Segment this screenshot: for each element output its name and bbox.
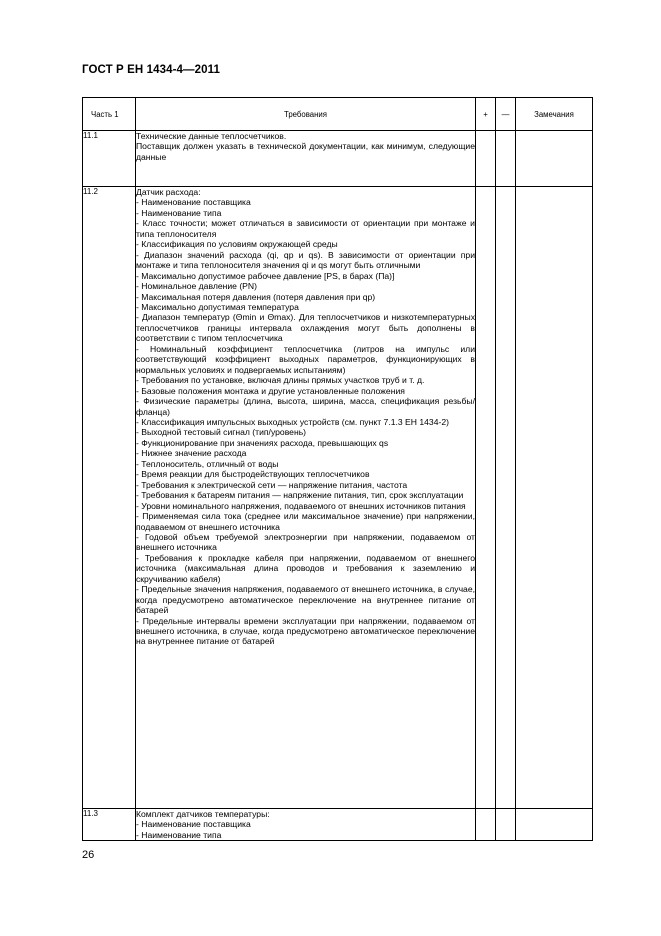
requirement-line: - Максимально допустимая температура <box>136 301 299 312</box>
row-part-number: 11.1 <box>83 131 136 187</box>
notes-cell <box>516 131 593 187</box>
requirement-line: - Наименование типа <box>136 207 222 218</box>
header-plus: + <box>476 98 496 131</box>
requirement-line: - Наименование поставщика <box>136 819 251 830</box>
requirement-line: - Предельные значения напряжения, подаваемого от внешнего источника, в случае, когда предусмотрено автоматическое переключение на внутреннее питание от батарей <box>136 584 475 616</box>
notes-cell <box>516 809 593 841</box>
requirement-line: - Максимальная потеря давления (потеря давления при qp) <box>136 291 376 302</box>
requirement-line: - Наименование типа <box>136 829 222 840</box>
plus-cell <box>476 809 496 841</box>
table-body <box>83 131 593 841</box>
table-header-row <box>83 98 593 131</box>
header-requirements: Требования <box>136 98 476 131</box>
requirement-line: - Классификация импульсных выходных устройств (см. пункт 7.1.3 ЕН 1434-2) <box>136 416 449 427</box>
row-requirements <box>136 187 476 809</box>
notes-cell <box>516 187 593 809</box>
requirement-line: - Применяемая сила тока (среднее или максимальное значение) при напряжении, подаваемом от внешнего источника <box>136 511 475 532</box>
table-row <box>83 809 593 841</box>
requirements-table <box>82 97 593 841</box>
minus-cell <box>496 809 516 841</box>
requirement-line: Датчик расхода: <box>136 187 201 197</box>
requirement-line: Комплект датчиков температуры: <box>136 809 270 819</box>
header-notes: Замечания <box>516 98 593 131</box>
requirement-line: - Базовые положения монтажа и другие установленные положения <box>136 385 405 396</box>
requirement-line: - Максимально допустимое рабочее давление [PS, в барах (Па)] <box>136 270 395 281</box>
requirement-line: - Требования по установке, включая длины прямых участков труб и т. д. <box>136 375 425 386</box>
requirement-line: - Наименование поставщика <box>136 197 251 208</box>
requirement-line: Поставщик должен указать в технической документации, как минимум, следующие данные <box>136 141 475 162</box>
requirement-line: - Выходной тестовый сигнал (тип/уровень) <box>136 427 307 438</box>
requirement-line: - Требования к батареям питания — напряжение питания, тип, срок эксплуатации <box>136 490 464 501</box>
plus-cell <box>476 187 496 809</box>
requirement-line: - Требования к электрической сети — напряжение питания, частота <box>136 479 408 490</box>
requirement-line: - Годовой объем требуемой электроэнергии при напряжении, подаваемом от внешнего источника <box>136 531 475 553</box>
table-row <box>83 131 593 187</box>
requirement-line: - Классификация по условиям окружающей среды <box>136 239 338 250</box>
table-row <box>83 187 593 809</box>
requirement-line: - Номинальный коэффициент теплосчетчика (литров на импульс или соответствующий коэффициент выходных параметров, функционирующих в нормальных условиях и подвергаемых испытаниям) <box>136 343 475 375</box>
row-requirements <box>136 809 476 841</box>
requirement-line: - Теплоноситель, отличный от воды <box>136 458 279 469</box>
requirement-line: Технические данные теплосчетчиков. <box>136 131 287 141</box>
requirement-line: - Предельные интервалы времени эксплуатации при напряжении, подаваемом от внешнего источника, в случае, когда предусмотрено автоматическое переключение на внутреннее питание от батарей <box>136 615 475 647</box>
minus-cell <box>496 131 516 187</box>
requirement-line: - Функционирование при значениях расхода, превышающих qs <box>136 437 389 448</box>
requirement-line: - Нижнее значение расхода <box>136 448 247 459</box>
document-title: ГОСТ Р ЕН 1434-4—2011 <box>82 64 220 76</box>
requirement-line: - Уровни номинального напряжения, подаваемого от внешних источников питания <box>136 500 466 511</box>
minus-cell <box>496 187 516 809</box>
requirement-line: - Диапазон значений расхода (qi, qp и qs). В зависимости от ориентации при монтаже и типа теплоносителя значения qi и qs могут быть отличными <box>136 249 475 271</box>
row-part-number: 11.3 <box>83 809 136 841</box>
page-number: 26 <box>82 849 95 861</box>
requirement-line: - Физические параметры (длина, высота, ширина, масса, спецификация резьбы/фланца) <box>136 396 475 417</box>
header-minus: — <box>496 98 516 131</box>
row-part-number: 11.2 <box>83 187 136 809</box>
header-part: Часть 1 <box>83 98 136 131</box>
requirement-line: - Время реакции для быстродействующих теплосчетчиков <box>136 469 370 480</box>
row-requirements <box>136 131 476 187</box>
plus-cell <box>476 131 496 187</box>
requirement-line: - Класс точности; может отличаться в зависимости от ориентации при монтаже и типа теплоносителя <box>136 218 475 239</box>
requirement-line: - Требования к прокладке кабеля при напряжении, подаваемом от внешнего источника (максимальная длина проводов и требования к заземлению и скручиванию кабеля) <box>136 552 475 584</box>
requirement-line: - Номинальное давление (PN) <box>136 281 257 292</box>
requirement-line: - Диапазон температур (Θmin и Θmax). Для теплосчетчиков и низкотемпературных теплосчетчиков границы интервала охлаждения могут быть дополнены в соответствии с типом теплосчетчика <box>136 312 475 344</box>
